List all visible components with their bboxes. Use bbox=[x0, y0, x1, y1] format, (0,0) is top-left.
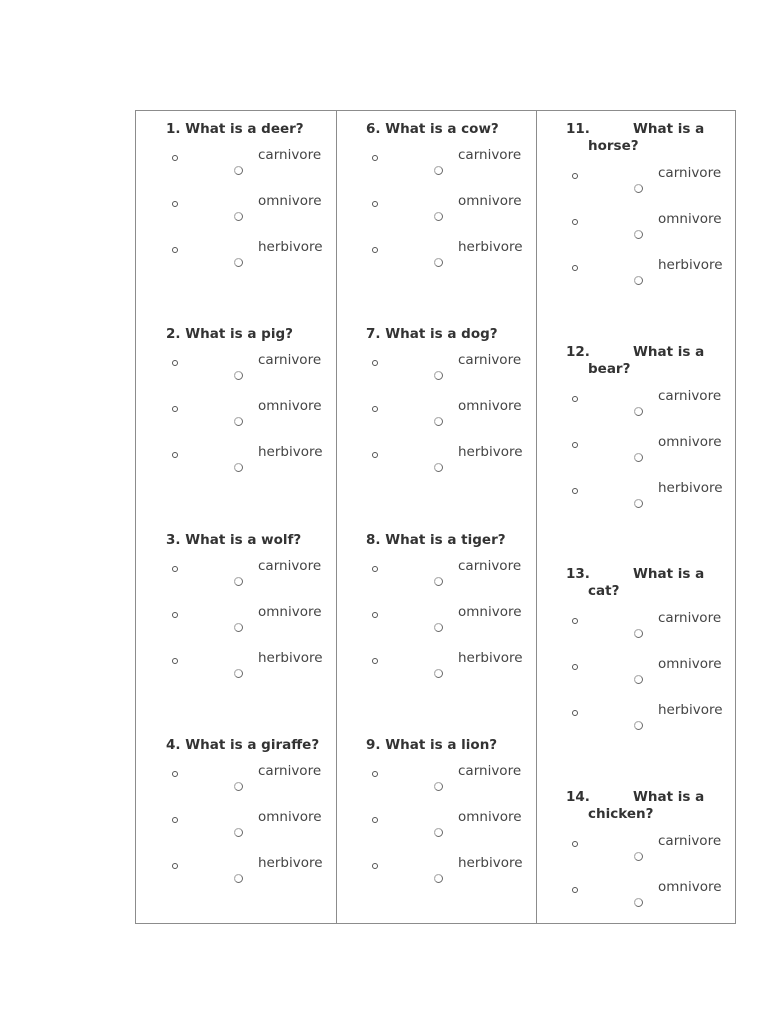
question-text: What is a giraffe? bbox=[185, 737, 320, 753]
question-number: 2. bbox=[166, 326, 181, 342]
answer-option[interactable] bbox=[336, 239, 536, 272]
answer-option[interactable] bbox=[136, 650, 336, 683]
bullet-icon bbox=[572, 396, 578, 402]
bullet-icon bbox=[372, 360, 378, 366]
bullet-icon bbox=[572, 219, 578, 225]
option-label: omnivore bbox=[658, 656, 722, 672]
option-label: herbivore bbox=[658, 257, 723, 273]
bullet-icon bbox=[172, 247, 178, 253]
answer-option[interactable] bbox=[136, 193, 336, 226]
radio-button[interactable] bbox=[434, 782, 443, 791]
answer-option[interactable] bbox=[536, 388, 736, 421]
radio-button[interactable] bbox=[434, 669, 443, 678]
radio-button[interactable] bbox=[634, 898, 643, 907]
radio-button[interactable] bbox=[234, 782, 243, 791]
answer-option[interactable] bbox=[136, 398, 336, 431]
question-title bbox=[166, 121, 304, 138]
answer-option[interactable] bbox=[136, 809, 336, 842]
radio-button[interactable] bbox=[434, 258, 443, 267]
question-number: 3. bbox=[166, 532, 181, 548]
option-label: carnivore bbox=[458, 352, 522, 368]
radio-button[interactable] bbox=[434, 371, 443, 380]
answer-option[interactable] bbox=[336, 398, 536, 431]
answer-option[interactable] bbox=[536, 434, 736, 467]
answer-option[interactable] bbox=[336, 763, 536, 796]
answer-option[interactable] bbox=[336, 809, 536, 842]
answer-option[interactable] bbox=[336, 650, 536, 683]
answer-option[interactable] bbox=[336, 444, 536, 477]
radio-button[interactable] bbox=[434, 463, 443, 472]
answer-option[interactable] bbox=[336, 604, 536, 637]
option-label: omnivore bbox=[258, 193, 322, 209]
radio-button[interactable] bbox=[634, 721, 643, 730]
question-text: What is a pig? bbox=[185, 326, 293, 342]
radio-button[interactable] bbox=[434, 623, 443, 632]
question-text: What is a tiger? bbox=[385, 532, 506, 548]
radio-button[interactable] bbox=[434, 828, 443, 837]
bullet-icon bbox=[372, 863, 378, 869]
radio-button[interactable] bbox=[234, 166, 243, 175]
question-text: What is a dog? bbox=[385, 326, 498, 342]
question-number: 6. bbox=[366, 121, 381, 137]
option-label: omnivore bbox=[458, 604, 522, 620]
radio-button[interactable] bbox=[634, 276, 643, 285]
bullet-icon bbox=[572, 664, 578, 670]
radio-button[interactable] bbox=[234, 258, 243, 267]
question-text: What is a wolf? bbox=[185, 532, 302, 548]
option-label: herbivore bbox=[258, 239, 323, 255]
question-title bbox=[166, 326, 293, 343]
question-number: 13. bbox=[566, 566, 590, 582]
bullet-icon bbox=[172, 771, 178, 777]
option-label: carnivore bbox=[658, 610, 722, 626]
answer-option[interactable] bbox=[536, 702, 736, 735]
option-label: carnivore bbox=[258, 558, 322, 574]
option-label: carnivore bbox=[658, 165, 722, 181]
bullet-icon bbox=[572, 488, 578, 494]
question-text-continued: cat? bbox=[588, 583, 620, 599]
radio-button[interactable] bbox=[234, 669, 243, 678]
radio-button[interactable] bbox=[234, 212, 243, 221]
option-label: carnivore bbox=[458, 763, 522, 779]
radio-button[interactable] bbox=[234, 417, 243, 426]
question-text: What is a lion? bbox=[385, 737, 498, 753]
bullet-icon bbox=[372, 247, 378, 253]
option-label: herbivore bbox=[458, 650, 523, 666]
answer-option[interactable] bbox=[136, 855, 336, 888]
answer-option[interactable] bbox=[336, 147, 536, 180]
answer-option[interactable] bbox=[336, 558, 536, 591]
bullet-icon bbox=[172, 201, 178, 207]
radio-button[interactable] bbox=[234, 577, 243, 586]
option-label: omnivore bbox=[258, 398, 322, 414]
answer-option[interactable] bbox=[536, 656, 736, 689]
question-text-continued: horse? bbox=[588, 138, 639, 154]
option-label: carnivore bbox=[258, 763, 322, 779]
answer-option[interactable] bbox=[136, 763, 336, 796]
answer-option[interactable] bbox=[536, 833, 736, 866]
question-text: What is a bbox=[633, 121, 705, 137]
radio-button[interactable] bbox=[634, 629, 643, 638]
radio-button[interactable] bbox=[234, 463, 243, 472]
option-label: omnivore bbox=[258, 604, 322, 620]
bullet-icon bbox=[572, 442, 578, 448]
answer-option[interactable] bbox=[536, 480, 736, 513]
radio-button[interactable] bbox=[634, 407, 643, 416]
question-title bbox=[366, 532, 506, 549]
option-label: herbivore bbox=[658, 480, 723, 496]
column-divider bbox=[336, 111, 337, 923]
quiz-table bbox=[135, 110, 736, 924]
option-label: herbivore bbox=[258, 444, 323, 460]
question-number: 14. bbox=[566, 789, 590, 805]
option-label: omnivore bbox=[458, 398, 522, 414]
option-label: omnivore bbox=[658, 211, 722, 227]
bullet-icon bbox=[172, 406, 178, 412]
answer-option[interactable] bbox=[536, 211, 736, 244]
answer-option[interactable] bbox=[136, 558, 336, 591]
radio-button[interactable] bbox=[634, 675, 643, 684]
bullet-icon bbox=[572, 265, 578, 271]
question-title bbox=[366, 121, 499, 138]
answer-option[interactable] bbox=[336, 352, 536, 385]
answer-option[interactable] bbox=[536, 879, 736, 912]
radio-button[interactable] bbox=[634, 453, 643, 462]
radio-button[interactable] bbox=[234, 874, 243, 883]
bullet-icon bbox=[372, 612, 378, 618]
radio-button[interactable] bbox=[434, 577, 443, 586]
answer-option[interactable] bbox=[536, 257, 736, 290]
answer-option[interactable] bbox=[336, 855, 536, 888]
bullet-icon bbox=[372, 566, 378, 572]
bullet-icon bbox=[172, 863, 178, 869]
radio-button[interactable] bbox=[434, 212, 443, 221]
bullet-icon bbox=[372, 658, 378, 664]
question-text-continued: chicken? bbox=[588, 806, 654, 822]
radio-button[interactable] bbox=[634, 230, 643, 239]
question-number: 9. bbox=[366, 737, 381, 753]
answer-option[interactable] bbox=[136, 147, 336, 180]
answer-option[interactable] bbox=[136, 352, 336, 385]
bullet-icon bbox=[172, 566, 178, 572]
option-label: omnivore bbox=[658, 434, 722, 450]
answer-option[interactable] bbox=[536, 165, 736, 198]
radio-button[interactable] bbox=[434, 417, 443, 426]
option-label: carnivore bbox=[258, 352, 322, 368]
bullet-icon bbox=[372, 771, 378, 777]
bullet-icon bbox=[572, 841, 578, 847]
answer-option[interactable] bbox=[536, 610, 736, 643]
bullet-icon bbox=[372, 201, 378, 207]
bullet-icon bbox=[372, 155, 378, 161]
bullet-icon bbox=[572, 173, 578, 179]
question-number: 7. bbox=[366, 326, 381, 342]
question-title bbox=[166, 532, 301, 549]
option-label: omnivore bbox=[658, 879, 722, 895]
bullet-icon bbox=[572, 618, 578, 624]
option-label: herbivore bbox=[258, 650, 323, 666]
bullet-icon bbox=[572, 710, 578, 716]
bullet-icon bbox=[172, 817, 178, 823]
radio-button[interactable] bbox=[234, 371, 243, 380]
option-label: herbivore bbox=[658, 702, 723, 718]
question-title bbox=[166, 737, 319, 754]
option-label: herbivore bbox=[458, 444, 523, 460]
answer-option[interactable] bbox=[336, 193, 536, 226]
bullet-icon bbox=[372, 452, 378, 458]
option-label: herbivore bbox=[258, 855, 323, 871]
option-label: omnivore bbox=[258, 809, 322, 825]
bullet-icon bbox=[172, 612, 178, 618]
question-number: 8. bbox=[366, 532, 381, 548]
bullet-icon bbox=[572, 887, 578, 893]
radio-button[interactable] bbox=[434, 874, 443, 883]
question-text: What is a cow? bbox=[385, 121, 499, 137]
radio-button[interactable] bbox=[234, 828, 243, 837]
option-label: carnivore bbox=[258, 147, 322, 163]
question-title bbox=[366, 326, 498, 343]
option-label: herbivore bbox=[458, 855, 523, 871]
radio-button[interactable] bbox=[634, 184, 643, 193]
question-number: 4. bbox=[166, 737, 181, 753]
answer-option[interactable] bbox=[136, 604, 336, 637]
option-label: carnivore bbox=[458, 147, 522, 163]
question-title bbox=[366, 737, 497, 754]
bullet-icon bbox=[372, 817, 378, 823]
question-text-continued: bear? bbox=[588, 361, 631, 377]
question-number: 1. bbox=[166, 121, 181, 137]
bullet-icon bbox=[172, 658, 178, 664]
radio-button[interactable] bbox=[634, 499, 643, 508]
option-label: omnivore bbox=[458, 193, 522, 209]
radio-button[interactable] bbox=[234, 623, 243, 632]
question-text: What is a bbox=[633, 789, 705, 805]
question-number: 12. bbox=[566, 344, 590, 360]
option-label: omnivore bbox=[458, 809, 522, 825]
radio-button[interactable] bbox=[634, 852, 643, 861]
answer-option[interactable] bbox=[136, 239, 336, 272]
bullet-icon bbox=[172, 360, 178, 366]
radio-button[interactable] bbox=[434, 166, 443, 175]
bullet-icon bbox=[372, 406, 378, 412]
option-label: carnivore bbox=[658, 388, 722, 404]
option-label: herbivore bbox=[458, 239, 523, 255]
question-text: What is a deer? bbox=[185, 121, 304, 137]
answer-option[interactable] bbox=[136, 444, 336, 477]
question-number: 11. bbox=[566, 121, 590, 137]
bullet-icon bbox=[172, 155, 178, 161]
question-text: What is a bbox=[633, 566, 705, 582]
option-label: carnivore bbox=[658, 833, 722, 849]
question-text: What is a bbox=[633, 344, 705, 360]
bullet-icon bbox=[172, 452, 178, 458]
option-label: carnivore bbox=[458, 558, 522, 574]
